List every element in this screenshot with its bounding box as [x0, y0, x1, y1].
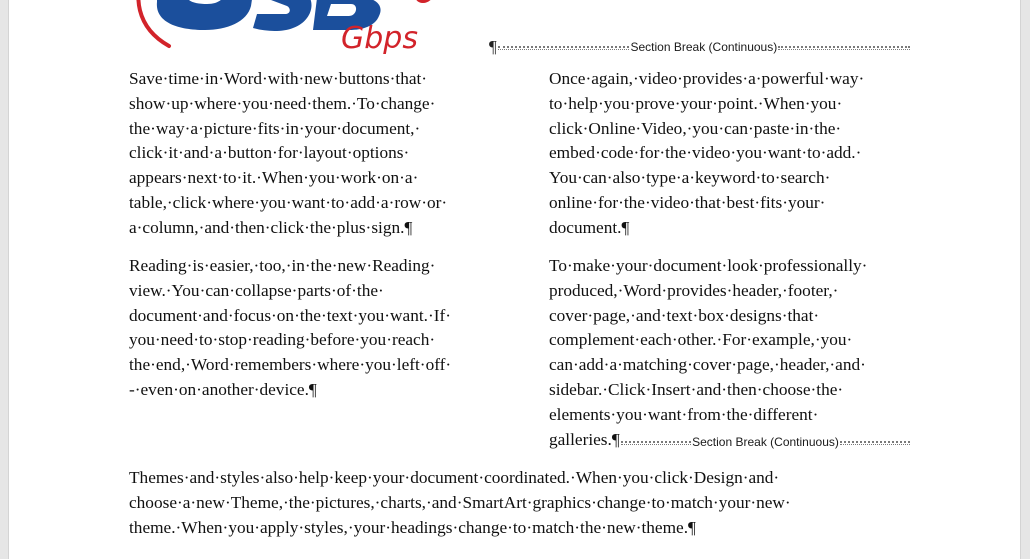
- text-line: table,·click·where·you·want·to·add·a·row·or·: [129, 192, 448, 212]
- text-line: Themes·and·styles·also·help·keep·your·document·coordinated.·When·you·click·Design·and·: [129, 468, 780, 487]
- text-line: -·even·on·another·device.¶: [129, 379, 317, 399]
- text-line: document·and·focus·on·the·text·you·want.·If·: [129, 305, 451, 325]
- paragraph-themes[interactable]: [129, 466, 909, 540]
- section-break-continuous-2: [621, 435, 910, 449]
- text-line: to·help·you·prove·your·point.·When·you·: [549, 93, 843, 113]
- text-line: choose·a·new·Theme,·the·pictures,·charts,·and·SmartArt·graphics·change·to·match·your·new·: [129, 492, 791, 512]
- logo-unit-text: Gbps: [341, 21, 418, 56]
- section-break-line: [621, 441, 691, 445]
- text-line: To·make·your·document·look·professionally·: [549, 256, 868, 275]
- text-line: complement·each·other.·For·example,·you·: [549, 330, 853, 350]
- usb-logo-graphic: [117, 0, 437, 62]
- paragraph-professional[interactable]: [549, 254, 919, 452]
- section-break-line: [840, 441, 910, 445]
- paragraph-reading[interactable]: [129, 254, 499, 403]
- text-line: show·up·where·you·need·them.·To·change·: [129, 93, 436, 113]
- text-line: Save·time·in·Word·with·new·buttons·that·: [129, 69, 428, 88]
- document-page[interactable]: [8, 0, 1021, 559]
- text-line: the·way·a·picture·fits·in·your·document,·: [129, 118, 421, 138]
- text-line: can·add·a·matching·cover·page,·header,·and·: [549, 355, 866, 375]
- section-break-line: [498, 46, 630, 50]
- text-line: You·can·also·type·a·keyword·to·search·: [549, 168, 831, 188]
- right-column[interactable]: [549, 67, 919, 452]
- text-line: produced,·Word·provides·header,·footer,·: [549, 280, 839, 300]
- text-line: online·for·the·video·that·best·fits·your·: [549, 192, 826, 212]
- text-line: a·column,·and·then·click·the·plus·sign.¶: [129, 217, 413, 237]
- usb-logo[interactable]: [117, 0, 437, 62]
- text-line: theme.·When·you·apply·styles,·your·headings·change·to·match·the·new·theme.¶: [129, 517, 696, 537]
- paragraph-video[interactable]: [549, 67, 919, 242]
- text-line: click·it·and·a·button·for·layout·options·: [129, 143, 410, 163]
- section-break-label: Section Break (Continuous): [630, 40, 778, 54]
- section-break-label: Section Break (Continuous): [692, 435, 839, 449]
- text-line: document.¶: [549, 217, 630, 237]
- paragraph-mark: ¶: [489, 37, 497, 56]
- section-break-continuous-1: [489, 37, 910, 56]
- text-line: Once·again,·video·provides·a·powerful·way·: [549, 69, 865, 88]
- text-line: elements·you·want·from·the·different·: [549, 404, 819, 424]
- paragraph-save-time[interactable]: [129, 67, 499, 242]
- text-line: click·Online·Video,·you·can·paste·in·the·: [549, 118, 842, 138]
- text-line: galleries.¶: [549, 429, 620, 449]
- text-line: embed·code·for·the·video·you·want·to·add.·: [549, 143, 862, 163]
- text-line: sidebar.·Click·Insert·and·then·choose·the·: [549, 379, 844, 399]
- section-break-line: [778, 46, 910, 50]
- text-line: the·end,·Word·remembers·where·you·left·off·: [129, 355, 452, 375]
- text-line: cover·page,·and·text·box·designs·that·: [549, 305, 820, 325]
- full-width-section[interactable]: [129, 466, 909, 540]
- text-line: you·need·to·stop·reading·before·you·reach·: [129, 330, 436, 350]
- text-line: appears·next·to·it.·When·you·work·on·a·: [129, 168, 419, 188]
- left-column[interactable]: [129, 67, 499, 403]
- text-line: view.·You·can·collapse·parts·of·the·: [129, 280, 384, 300]
- text-line: Reading·is·easier,·too,·in·the·new·Reading·: [129, 256, 436, 275]
